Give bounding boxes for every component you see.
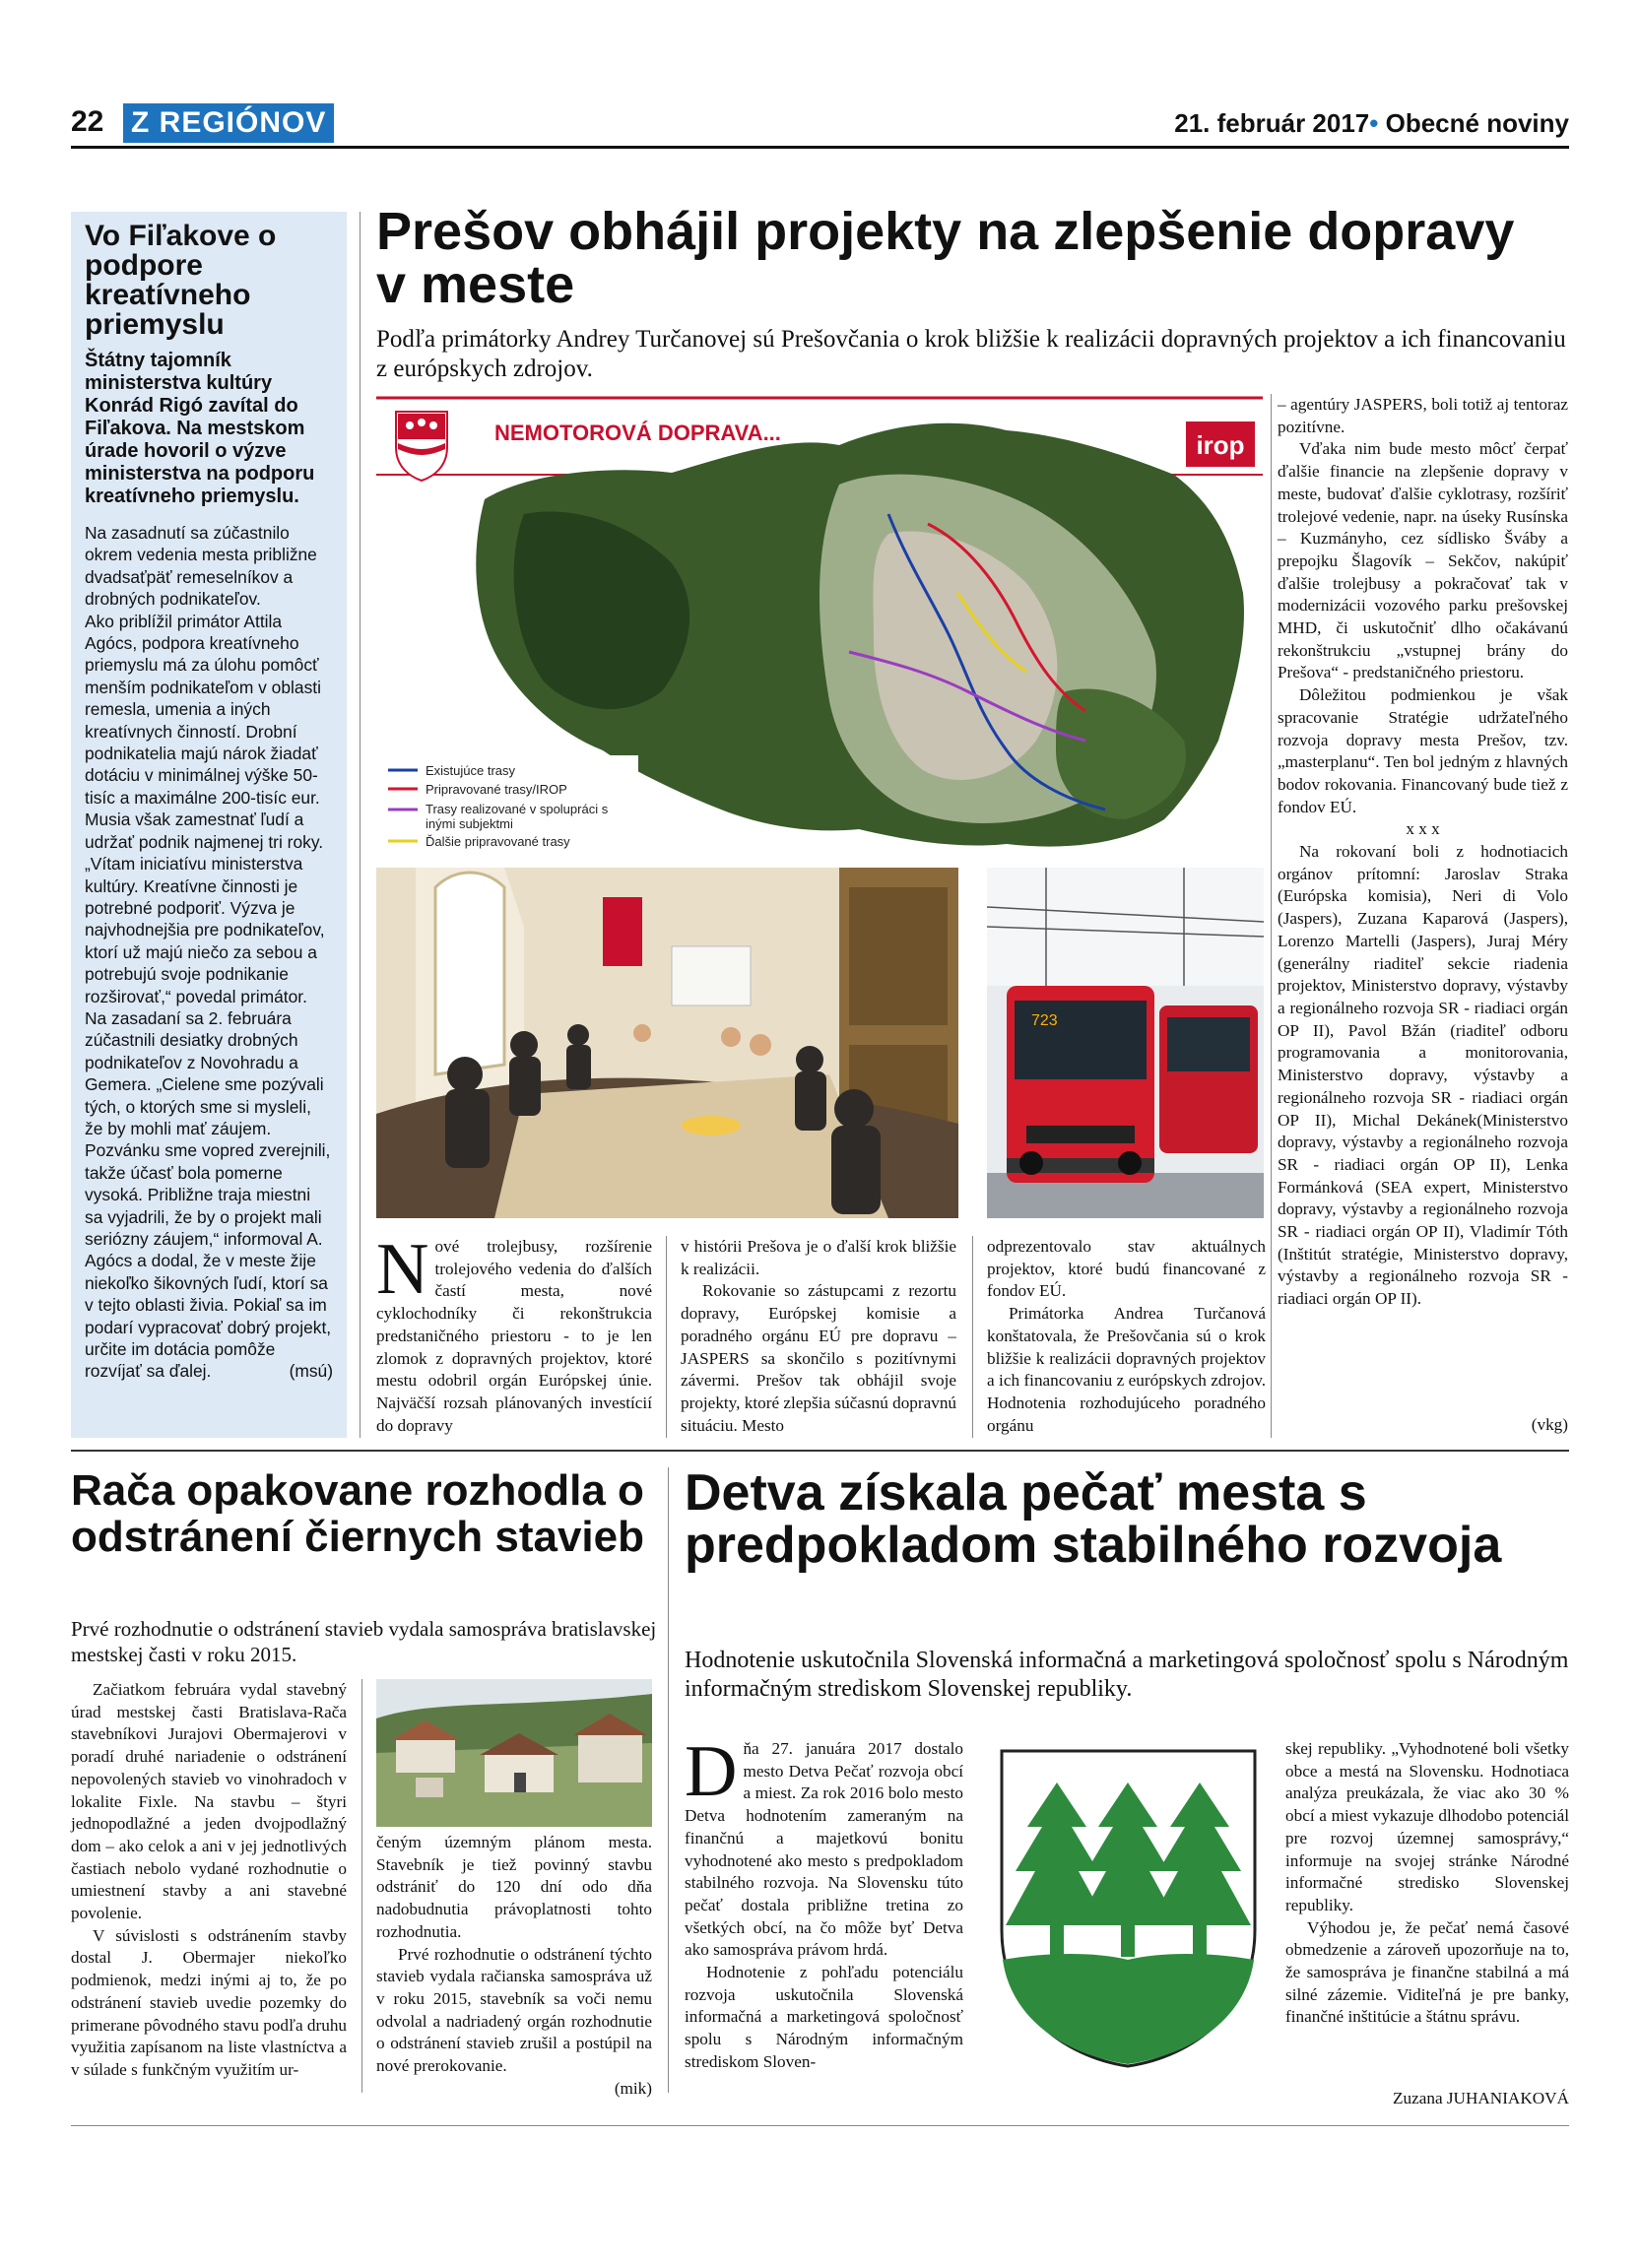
- detva-lead: Hodnotenie uskutočnila Slovenská informačná a marketingová spoločnosť spolu s Národným informačným strediskom Slovenskej republiky.: [685, 1648, 1569, 1702]
- presov-paragraph: odprezentovalo stav aktuálnych projektov, ktoré budú financované z fondov EÚ.: [987, 1237, 1266, 1301]
- dropcap: N: [376, 1229, 429, 1310]
- sidebar-headline: Vo Fiľakove o podpore kreatívneho priemyslu: [85, 220, 277, 341]
- presov-right-column: [1278, 394, 1568, 1311]
- detva-paragraph: Výhodou je, že pečať nemá časové obmedzenie a zároveň upozorňuje na to, že samospráva je finančne stabilná a má silné zázemie. Viditeľná je pre banky, finančné inštitúcie a štátnu správu.: [1285, 1917, 1569, 2027]
- sidebar-paragraph-text: Na zasadaní sa 2. februára zúčastnili desiatky drobných podnikateľov z Novohradu a Gemera. „Cielene sme pozývali tých, o ktorých sme si mysleli, že by mohli mať záujem. Pozvánku sme vopred zverejnili, takže účasť bola pomerne vysoká. Približne traja miestni sa vyjadrili, že by o projekt mali seriózny záujem,“ informoval A. Agócs a dodal, že v meste žije niekoľko šikovných ľudí, ktorí sa v tejto oblasti živia. Pokiaľ sa im podarí vypracovať dobrý projekt, určite im dotácia pomôže rozvíjať sa ďalej.: [85, 1007, 332, 1382]
- column-divider: [361, 1679, 362, 2093]
- presov-signature: (vkg): [1531, 1415, 1568, 1434]
- sidebar-signature: (msú): [289, 1361, 333, 1382]
- presov-right-paragraph: Dôležitou podmienkou je však spracovanie Stratégie udržateľného rozvoja dopravy mesta Prešov, tzv. „masterplanu“. Ten bol jedným z hlavných bodov rokovania. Financovaný bude tiež z fondov EÚ.: [1278, 685, 1568, 816]
- meeting-photo: [376, 868, 958, 1218]
- sidebar-lead: Štátny tajomník ministerstva kultúry Konrád Rigó zavítal do Fiľakova. Na mestskom úrade hovoril o výzve ministerstva na podporu kreatívneho priemyslu.: [85, 350, 315, 507]
- legend-existing: Existujúce trasy: [426, 763, 516, 778]
- dropcap: D: [685, 1731, 738, 1812]
- raca-headline: Rača opakovane rozhodla o odstránení čiernych stavieb: [71, 1466, 644, 1561]
- page-number: 22: [71, 105, 104, 138]
- presov-column-3: [987, 1236, 1266, 1437]
- trolleybus-photo: [987, 868, 1264, 1218]
- presov-paragraph: v histórii Prešova je o ďalší krok bližšie k realizácii.: [681, 1237, 956, 1278]
- cycling-routes-map: [376, 396, 1263, 856]
- raca-signature: (mik): [614, 2078, 652, 2098]
- presov-paragraph: Primátorka Andrea Turčanová konštatovala, že Prešovčania sú o krok bližšie k realizácii dopravných projektov a ich financovaniu z európskych zdrojov. Hodnotenia rozhodujúceho poradného orgánu: [987, 1304, 1266, 1435]
- presov-crest-icon: [396, 412, 447, 481]
- presov-right-paragraph: – agentúry JASPERS, boli totiž aj tentoraz pozitívne.: [1278, 395, 1568, 436]
- detva-signature: Zuzana JUHANIAKOVÁ: [1393, 2089, 1569, 2107]
- presov-right-paragraph: Vďaka nim bude mesto môcť čerpať ďalšie financie na zlepšenie dopravy v meste, budovať ďalšie cyklotrasy, rozšíriť trolejové vedenie, napr. na úseky Rusínska – Kuzmányho, cez sídlisko Šváby a prepojku Šlagovík – Sekčov, nakúpiť ďalšie trolejbusy a pokračovať tak v modernizácii vozového parku prešovskej MHD, či uskutočniť dlho očakávanú rekonštrukciu „vstupnej brány do Prešova“ - predstaničného priestoru.: [1278, 439, 1568, 682]
- detva-paragraph: skej republiky. „Vyhodnotené boli všetky obce a mestá na Slovensku. Hodnotiaca analýza preukázala, že viac ako 30 % obcí a miest vykazuje dlhodobo potenciál pre rozvoj územnej samosprávy,“ informuje na svojej stránke Národné informačné stredisko Slovenskej republiky.: [1285, 1739, 1569, 1914]
- publication-name: Obecné noviny: [1385, 108, 1569, 138]
- detva-paragraph: Hodnotenie z pohľadu potenciálu rozvoja uskutočnila Slovenská informačná a marketingová spoločnosť spolu s Národným informačným strediskom Sloven-: [685, 1963, 963, 2071]
- raca-column-2: [376, 1832, 652, 2100]
- detva-paragraph-text: ňa 27. januára 2017 dostalo mesto Detva Pečať rozvoja obcí a miest. Za rok 2016 bolo mesto Detva hodnotením zameraným na finančnú a majetkovú bonitu vyhodnotené ako mesto s predpokladom stabilného rozvoja. Na Slovensku túto pečať dostala približne tretina zo všetkých obcí, na čo môže byť Detva ako samospráva právom hrdá.: [685, 1739, 963, 1960]
- raca-paragraph: Začiatkom februára vydal stavebný úrad mestskej časti Bratislava-Rača stavebníkovi Jurajovi Obermajerovi v poradí druhé nariadenie o odstránení nepovolených stavieb vo vinohradoch v lokalite Fixle. Na stavbu – štyri jednopodlažné a jeden dvojpodlažný dom – ako celok a ani v jej jednotlivých častiach nebolo vydané rozhodnutie o umiestnení stavby a ani stavebné povolenie.: [71, 1680, 347, 1923]
- column-divider: [360, 212, 361, 1438]
- section-divider: x x x: [1406, 819, 1440, 839]
- legend-cooperation: Trasy realizované v spolupráci s inými subjektmi: [426, 802, 609, 831]
- presov-lead: Podľa primátorky Andrey Turčanovej sú Prešovčania o krok bližšie k realizácii dopravných projektov a ich financovaniu z európskych zdrojov.: [376, 326, 1566, 382]
- legend-further: Ďalšie pripravované trasy: [426, 834, 570, 849]
- raca-paragraph: V súvislosti s odstránením stavby dostal J. Obermajer niekoľko podmienok, medzi inými aj to, že po odstránení stavieb uvedie pozemky do primerane pôvodného stavu podľa druhu využitia zapísanom na liste vlastníctva a v súlade s funkčným využitím ur-: [71, 1925, 348, 2079]
- presov-paragraph-text: ové trolejbusy, rozšírenie trolejového vedenia do ďalších častí mesta, nové cyklochodníky či rekonštrukcia predstaničného priestoru - to je len zlomok z dopravných projektov, ktoré mestu odobril orgán Európskej únie. Najväčší rozsah plánovaných investícií do dopravy: [376, 1237, 652, 1435]
- raca-paragraph: čeným územným plánom mesta. Stavebník je tiež povinný stavbu odstrániť do 120 dní odo dňa nadobudnutia právoplatnosti tohto rozhodnutia.: [376, 1833, 652, 1941]
- raca-column-1: [71, 1679, 347, 2082]
- presov-column-2: [681, 1236, 956, 1437]
- detva-column-1: [685, 1731, 963, 2074]
- page-header: [71, 103, 1569, 149]
- sidebar-paragraph: Ako priblížil primátor Attila Agócs, podpora kreatívneho priemyslu má za úlohu pomôcť menším podnikateľom v oblasti remesla, umenia a iných kreatívnych činností. Drobní podnikatelia majú nárok žiadať dotáciu v minimálnej výške 50-tisíc a maximálne 200-tisíc eur. Musia však zamestnať ľudí a udržať podnik najmenej tri roky. „Vítam iniciatívu ministerstva kultúry. Kreatívne činnosti je potrebné podporiť. Výzva je najvhodnejšia pre podnikateľov, ktorí už majú niečo za sebou a potrebujú svoje podnikanie rozširovať,“ povedal primátor.: [85, 611, 325, 1006]
- trolleybus-photo-graphic: [987, 868, 1264, 1218]
- sidebar-article: [71, 212, 347, 1438]
- presov-paragraph: [376, 1229, 652, 1437]
- legend-planned: Pripravované trasy/IROP: [426, 782, 567, 797]
- column-divider: [972, 1236, 973, 1438]
- bus-number-display: 723: [1031, 1012, 1058, 1029]
- presov-column-1: [376, 1229, 652, 1437]
- raca-paragraph: Prvé rozhodnutie o odstránení týchto stavieb vydala račianska samospráva už v roku 2015, stavebník sa voči nemu odvolal a nadriadený orgán rozhodnutie o odstránení stavieb zrušil a postúpil na nové prerokovanie.: [376, 1944, 652, 2076]
- column-divider: [1271, 394, 1272, 1438]
- meeting-photo-graphic: [376, 868, 958, 1218]
- section-tag: Z REGIÓNOV: [123, 103, 334, 143]
- header-dateline: [1174, 108, 1569, 139]
- issue-date: 21. február 2017: [1174, 108, 1370, 138]
- column-divider: [666, 1236, 667, 1438]
- detva-headline: Detva získala pečať mesta s predpokladom stabilného rozvoja: [685, 1464, 1502, 1574]
- detva-coat-of-arms: [988, 1743, 1269, 2073]
- illegal-buildings-photo: [376, 1679, 652, 1827]
- presov-right-paragraph: Na rokovaní boli z hodnotiacich orgánov prítomní: Jaroslav Straka (Európska komisia), Neri di Volo (Jaspers), Zuzana Kaparová (Jaspers), Lorenzo Martelli (Jaspers), Juraj Méry (generálny riaditeľ sekcie riadenia projektov, Ministerstvo dopravy, výstavby a regionálneho rozvoja SR - riadiaci orgán OP II), Pavol Bžán (riaditeľ odboru programovania a monitorovania, Ministerstvo dopravy, výstavby a regionálneho rozvoja SR - riadiaci orgán OP II), Michal Dekánek(Ministerstvo dopravy, výstavby a regionálneho rozvoja SR - riadiaci orgán OP II), Lenka Formánková (SEA expert, Ministerstvo dopravy, výstavby a regionálneho rozvoja SR - riadiaci orgán OP II), Vladimír Tóth (Inštitút stratégie, Ministerstvo dopravy, výstavby a regionálneho rozvoja SR - riadiaci orgán OP II).: [1278, 842, 1568, 1309]
- presov-paragraph: Rokovanie so zástupcami z rezortu dopravy, Európskej komisie a poradného orgánu EÚ pre dopravu – JASPERS sa skončilo s pozitívnymi závermi. Prešov tak obhájil svoje projekty, ktoré zlepšia súčasnú dopravnú situáciu. Mesto: [681, 1281, 957, 1435]
- detva-column-2: [1285, 1738, 1569, 2029]
- raca-lead: Prvé rozhodnutie o odstránení stavieb vydala samospráva bratislavskej mestskej časti v roku 2015.: [71, 1617, 657, 1666]
- map-banner-text: NEMOTOROVÁ DOPRAVA...: [494, 421, 781, 445]
- header-separator: •: [1369, 108, 1379, 138]
- map-graphic: [376, 396, 1263, 856]
- detva-paragraph: [685, 1731, 963, 1962]
- irop-logo-icon: irop: [1196, 430, 1245, 460]
- sidebar-body: [85, 522, 333, 1383]
- section-rule: [71, 1450, 1569, 1452]
- detva-crest-icon: [988, 1743, 1269, 2073]
- column-divider: [668, 1467, 669, 2093]
- footer-rule: [71, 2125, 1569, 2126]
- sidebar-paragraph: [85, 1007, 333, 1383]
- presov-headline: Prešov obhájil projekty na zlepšenie dopravy v meste: [376, 202, 1515, 314]
- sidebar-paragraph: Na zasadnutí sa zúčastnilo okrem vedenia mesta približne dvadsaťpäť remeselníkov a drobných podnikateľov.: [85, 523, 317, 610]
- illegal-buildings-photo-graphic: [376, 1679, 652, 1827]
